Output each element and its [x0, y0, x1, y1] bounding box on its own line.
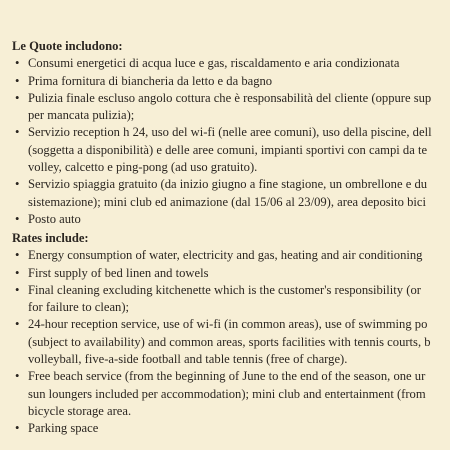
item-line: • Pulizia finale escluso angolo cottura che è responsabilità del cliente (oppure sup: [28, 90, 432, 105]
italian-rates-section: [12, 38, 450, 228]
english-list: [12, 247, 450, 437]
item-line: • Servizio spiaggia gratuito (da inizio giugno a fine stagione, un ombrellone e du: [28, 177, 428, 192]
item-line: • Parking space: [28, 421, 99, 436]
list-item: [12, 73, 450, 90]
item-line: bicycle storage area.: [28, 403, 132, 418]
list-item: [12, 316, 450, 368]
item-line: volley, calcetto e ping-pong (ad uso gratuito).: [28, 160, 258, 175]
list-item: [12, 90, 450, 125]
item-line: • Posto auto: [28, 211, 81, 226]
italian-heading: Le Quote includono:: [12, 39, 123, 53]
list-item: [12, 124, 450, 176]
italian-list: [12, 55, 450, 228]
english-heading: Rates include:: [12, 231, 89, 245]
item-line: • Energy consumption of water, electricity and gas, heating and air conditioning: [28, 248, 423, 263]
item-line: volleyball, five-a-side football and table tennis (free of charge).: [28, 352, 348, 367]
item-line: sun loungers included per accommodation); mini club and entertainment (from: [28, 386, 426, 401]
list-item: [12, 247, 450, 264]
item-line: per mancata pulizia);: [28, 108, 135, 123]
item-line: (subject to availability) and common areas, sports facilities with tennis courts, b: [28, 334, 431, 349]
item-line: • Servizio reception h 24, uso del wi-fi (nelle aree comuni), uso della piscine, dell: [28, 125, 432, 140]
item-line: • First supply of bed linen and towels: [28, 265, 209, 280]
item-line: • Prima fornitura di biancheria da letto e da bagno: [28, 73, 273, 88]
list-item: [12, 368, 450, 420]
list-item: [12, 420, 450, 437]
list-item: [12, 282, 450, 317]
item-line: • 24-hour reception service, use of wi-fi (in common areas), use of swimming po: [28, 317, 428, 332]
list-item: [12, 176, 450, 211]
list-item: [12, 211, 450, 228]
item-line: (soggetta a disponibilità) e delle aree comuni, impianti sportivi con campi da te: [28, 142, 428, 157]
item-line: for failure to clean);: [28, 300, 130, 315]
item-line: sistemazione); mini club ed animazione (dal 15/06 al 23/09), area deposito bici: [28, 194, 426, 209]
item-line: • Final cleaning excluding kitchenette which is the customer's responsibility (or: [28, 282, 421, 297]
list-item: [12, 265, 450, 282]
list-item: [12, 55, 450, 72]
item-line: • Consumi energetici di acqua luce e gas, riscaldamento e aria condizionata: [28, 56, 400, 71]
item-line: • Free beach service (from the beginning of June to the end of the season, one ur: [28, 369, 426, 384]
english-rates-section: [12, 230, 450, 438]
